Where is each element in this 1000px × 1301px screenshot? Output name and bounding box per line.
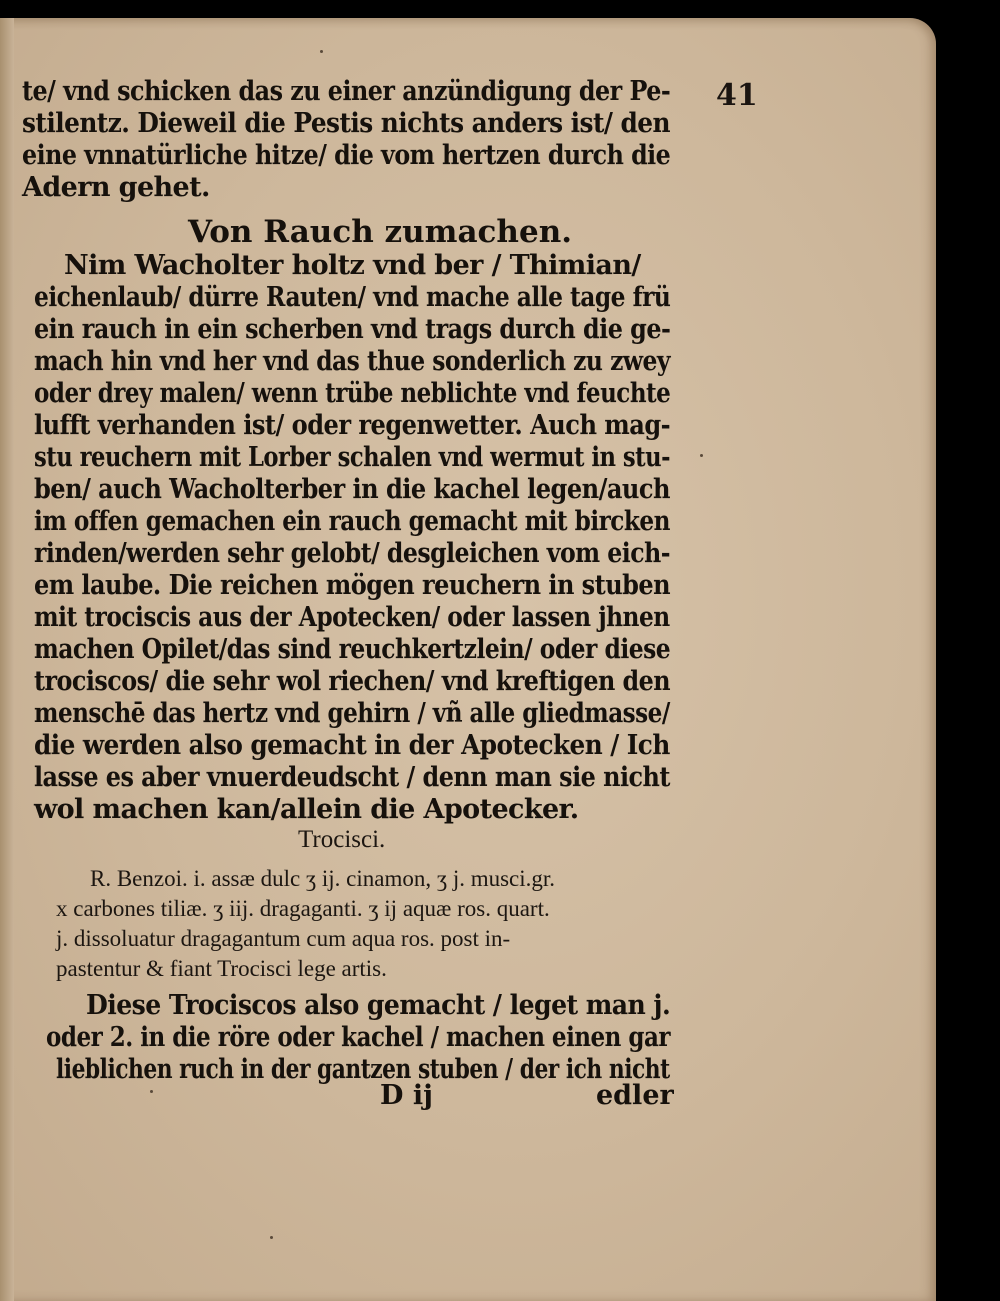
ink-speck [320,50,323,53]
latin-line: pastentur & fiant Trocisci lege artis. [56,956,387,981]
text-line: trociscos/ die sehr wol riechen/ vnd kreftigen den [34,666,671,697]
text-line: em laube. Die reichen mögen reuchern in stuben [34,570,671,601]
text-line: te/ vnd schicken das zu einer anzündigung der Pe- [22,76,671,107]
text-line: mit trociscis aus der Apotecken/ oder lassen jhnen [34,602,670,633]
text-line: stilentz. Dieweil die Pestis nichts anders ist/ den [22,108,670,139]
latin-line: R. Benzoi. i. assæ dulc ʒ ij. cinamon, ʒ j. musci.gr. [90,866,556,891]
section-heading: Von Rauch zumachen. [188,214,573,250]
text-line: lufft verhanden ist/ oder regenwetter. Auch mag- [34,410,671,441]
text-line: stu reuchern mit Lorber schalen vnd wermut in stu- [34,442,671,473]
text-line: Diese Trociscos also gemacht / leget man j. [86,990,671,1021]
latin-line: x carbones tiliæ. ʒ iij. dragaganti. ʒ ij aquæ ros. quart. [56,896,550,921]
text-line: ben/ auch Wacholterber in die kachel legen/auch [34,474,670,505]
page-gutter [0,18,14,1301]
text-line: ein rauch in ein scherben vnd trags durch die ge- [34,314,671,345]
text-line: lasse es aber vnuerdeudscht / denn man sie nicht [34,762,670,793]
ink-speck [270,1236,273,1239]
text-line: Nim Wacholter holtz vnd ber / Thimian/ [64,250,641,281]
text-line: mach hin vnd her vnd das thue sonderlich zu zwey [34,346,670,377]
text-line: wol machen kan/allein die Apotecker. [34,794,579,825]
text-line: oder 2. in die röre oder kachel / machen einen gar [46,1022,671,1053]
signature-mark: D ij [380,1080,433,1111]
text-line: Adern gehet. [22,172,210,203]
text-line: machen Opilet/das sind reuchkertzlein/ oder diese [34,634,671,665]
text-line: eichenlaub/ dürre Rauten/ vnd mache alle tage frü [34,282,671,313]
catchword: edler [596,1080,674,1111]
text-line: die werden also gemacht in der Apotecken / Ich [34,730,670,761]
text-line: lieblichen ruch in der gantzen stuben / der ich nicht [56,1054,670,1085]
text-line: eine vnnatürliche hitze/ die vom hertzen durch die [22,140,671,171]
text-line: im offen gemachen ein rauch gemacht mit bircken [34,506,670,537]
text-line: oder drey malen/ wenn trübe neblichte vnd feuchte [34,378,671,409]
ink-speck [150,1090,153,1093]
text-line: rinden/werden sehr gelobt/ desgleichen vom eich- [34,538,670,569]
latin-line: j. dissoluatur dragagantum cum aqua ros. post in- [56,926,511,951]
book-page [0,18,936,1301]
page-number: 41 [716,78,758,113]
text-line: menschē das hertz vnd gehirn / vñ alle gliedmasse/ [34,698,670,729]
ink-speck [700,454,703,457]
recipe-title: Trocisci. [298,826,386,853]
